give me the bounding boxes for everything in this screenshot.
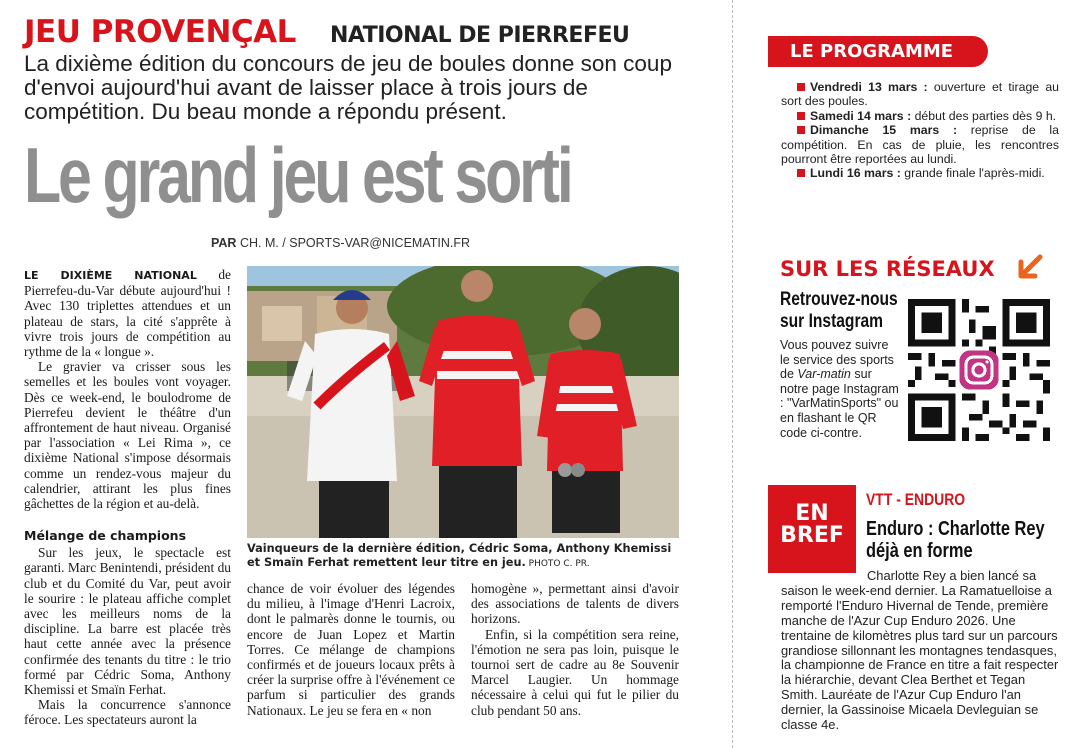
brief-headline: Enduro : Charlotte Rey déjà en forme — [866, 518, 1045, 562]
article-column-2 — [247, 581, 455, 718]
kicker-title: JEU PROVENÇAL — [24, 14, 296, 50]
brand-name: Var-matin — [797, 367, 851, 382]
programme-item — [781, 109, 1059, 123]
programme-text: début des parties dès 9 h. — [911, 108, 1057, 123]
instagram-heading: Retrouvez-nous sur Instagram — [780, 289, 898, 332]
social-title: SUR LES RÉSEAUX — [780, 257, 995, 281]
instagram-body-text-2: sur notre page Instagram : "VarMatinSports" ou en flashant le QR code ci-contre. — [780, 367, 899, 440]
article-column-3 — [471, 581, 679, 718]
programme-item — [781, 80, 1059, 109]
headline: Le grand jeu est sorti — [24, 131, 571, 219]
caption-text: Vainqueurs de la dernière édition, Cédric Soma, Anthony Khemissi et Smaïn Ferhat remettent leur titre en jeu. — [247, 542, 672, 569]
en-bref-label: EN BREF — [780, 501, 844, 548]
qr-code[interactable] — [908, 299, 1050, 441]
bullet-square-icon — [797, 83, 805, 91]
article-photo — [247, 266, 679, 538]
article-column-1-lower — [24, 522, 231, 728]
byline-par: PAR — [211, 236, 237, 250]
kicker-subtitle: NATIONAL DE PIERREFEU — [330, 23, 630, 48]
byline-author: CH. M. / SPORTS-VAR@NICEMATIN.FR — [236, 236, 471, 250]
programme-text: reprise de la compétition. En cas de pluie, les rencontres pourront être reportées au lundi. — [781, 123, 1059, 167]
programme-list — [781, 80, 1059, 181]
arrow-down-left-icon — [1016, 253, 1044, 281]
programme-item — [781, 123, 1059, 166]
brief-body — [781, 569, 1059, 733]
brief-category: VTT - ENDURO — [866, 490, 966, 509]
article-column-1 — [24, 267, 231, 511]
byline — [211, 236, 470, 250]
bullet-square-icon — [797, 126, 805, 134]
brief-paragraph: Charlotte Rey a bien lancé sa saison le week-end dernier. La Ramatuelloise a remporté l'Enduro Hivernal de Tende, première manche de l'Azur Cup Enduro 2026. Une trentaine de kilomètres plus tard sur un parcours grandiose sillonnant les montagnes tendasques, la championne de France en titre a fait respecter la hiérarchie, devant Clea Berthet et Tegan Smith. Lauréate de l'Azur Cup Enduro l'an dernier, la Gassinoise Micaela Devleguian se classe 4e. — [781, 568, 1059, 733]
programme-item — [781, 166, 1059, 180]
column-divider — [732, 0, 733, 748]
paragraph-2: Le gravier va crisser sous les semelles et les boules vont voyager. Dès ce week-end, le boulodrome de Pierrefeu devient le théâtre d'un affrontement de haut niveau. Organisé par l'association « Lei Rima », ce dixième National s'impose désormais comme un rendez-vous majeur du calendrier, attirant les plus fines gâchettes de la région et au-delà. — [24, 359, 231, 512]
paragraph-6: homogène », permettant ainsi d'avoir des associations de talents de divers horizons. — [471, 581, 679, 627]
instagram-body — [780, 338, 900, 440]
paragraph-7: Enfin, si la compétition sera reine, l'émotion ne sera pas loin, puisque le tournoi sert de cadre au 8e Souvenir Marcel Laugier. Un hommage nécessaire à celui qui fut le pilier du club pendant 50 ans. — [471, 626, 679, 718]
programme-day: Samedi 14 mars : — [810, 108, 912, 123]
programme-title: LE PROGRAMME — [790, 41, 954, 62]
paragraph-1: de Pierrefeu-du-Var débute aujourd'hui ! Avec 130 triplettes attendues et un plateau de stars, la cité s'apprête à vivre trois jours de compétition au rythme de la « longue ». — [24, 267, 231, 360]
standfirst: La dixième édition du concours de jeu de boules donne son coup d'envoi aujourd'hui avant de laisser place à trois jours de compétition. Du beau monde a répondu présent. — [24, 51, 672, 124]
programme-text: ouverture et tirage au sort des poules. — [781, 80, 1059, 109]
programme-day: Dimanche 15 mars : — [810, 123, 958, 138]
photo-credit: PHOTO C. PR. — [525, 559, 590, 569]
photo-caption — [247, 542, 679, 571]
bullet-square-icon — [797, 169, 805, 177]
lead-caps: LE DIXIÈME NATIONAL — [24, 269, 197, 282]
programme-text: grande finale l'après-midi. — [900, 166, 1045, 181]
subheading: Mélange de champions — [24, 528, 187, 543]
paragraph-5: chance de voir évoluer des légendes du milieu, à l'image d'Henri Lacroix, dont le palmarès donne le tournis, ou encore de Juan Lopez et Martin Torres. Ce mélange de champions confirmés et de joueurs locaux prêts à créer la surprise offre à l'événement ce parfum si particulier des grands Nationaux. Le jeu se fera en « non — [247, 581, 455, 718]
photo-illustration — [247, 266, 679, 538]
paragraph-3: Sur les jeux, le spectacle est garanti. Marc Benintendi, président du club et du Comité du Var, peut avoir le sourire : le plateau affiche complet avec les meilleurs noms de la discipline. La barre est placée très haut cette année avec la présence confirmée des tenants du titre : le trio formé par Cédric Soma, Anthony Khemissi et Smaïn Ferhat. — [24, 545, 231, 698]
programme-day: Vendredi 13 mars : — [810, 80, 928, 94]
paragraph-4: Mais la concurrence s'annonce féroce. Les spectateurs auront la — [24, 697, 231, 728]
bullet-square-icon — [797, 112, 805, 120]
programme-day: Lundi 16 mars : — [810, 166, 901, 181]
instagram-body-text: Vous pouvez suivre le service des sports de — [780, 338, 894, 382]
